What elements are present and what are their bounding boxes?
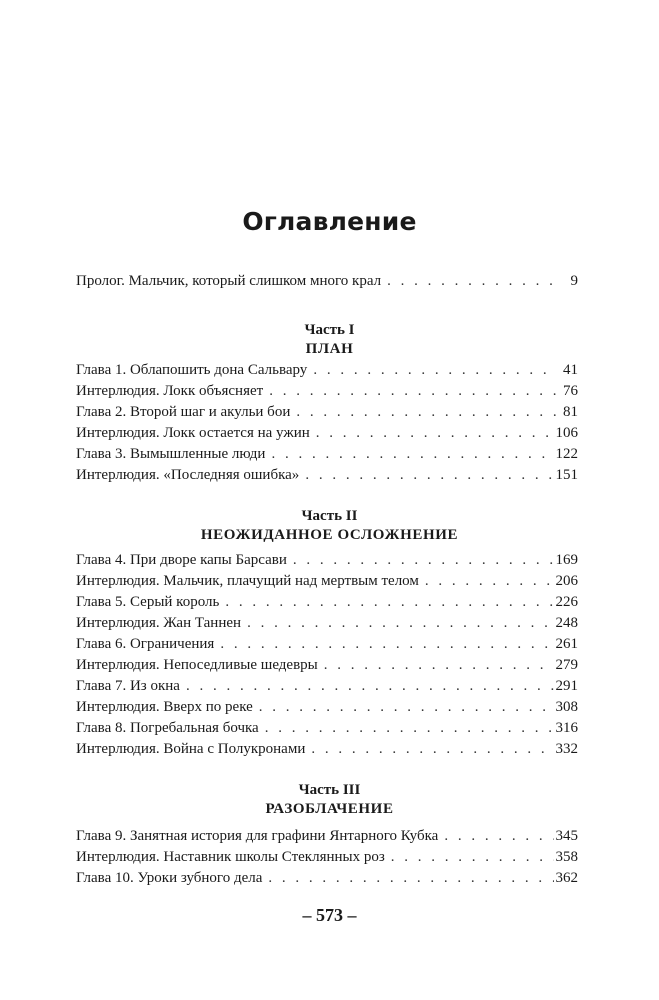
toc-leader-dots — [316, 423, 554, 443]
toc-leader-dots — [391, 847, 554, 867]
toc-entry-label: Интерлюдия. Локк остается на ужин — [76, 425, 310, 441]
toc-entry-page: 76 — [563, 383, 578, 399]
toc-entry-page: 345 — [555, 828, 578, 844]
part-title: НЕОЖИДАННОЕ ОСЛОЖНЕНИЕ — [200, 527, 459, 543]
toc-entry-page: 291 — [555, 678, 578, 694]
toc-entry-label: Интерлюдия. Война с Полукронами — [76, 741, 306, 757]
toc-entry-page: 122 — [555, 446, 578, 462]
toc-entry-page: 358 — [555, 849, 578, 865]
part-label: Часть II — [301, 508, 358, 524]
toc-entry-page: 106 — [555, 425, 578, 441]
toc-leader-dots — [271, 444, 553, 464]
toc-entry-label: Глава 6. Ограничения — [76, 636, 215, 652]
toc-entry-page: 316 — [555, 720, 578, 736]
toc-entry-page: 81 — [563, 404, 578, 420]
toc-entry-label: Глава 9. Занятная история для графини Янтарного Кубка — [76, 828, 439, 844]
toc-entry-label: Интерлюдия. Наставник школы Стеклянных роз — [76, 849, 385, 865]
toc-leader-dots — [311, 739, 553, 759]
page-number: – 573 – — [302, 905, 357, 925]
toc-entry[interactable] — [76, 465, 578, 485]
toc-entry[interactable] — [76, 571, 578, 591]
toc-entry[interactable] — [76, 613, 578, 633]
toc-leader-dots — [387, 271, 556, 291]
toc-entry-prologue[interactable] — [76, 271, 578, 291]
toc-entry-page: 332 — [555, 741, 578, 757]
toc-entry-label: Интерлюдия. Жан Таннен — [76, 615, 242, 631]
toc-entry-label: Глава 8. Погребальная бочка — [76, 720, 259, 736]
toc-entry-label: Глава 10. Уроки зубного дела — [76, 870, 263, 886]
toc-leader-dots — [324, 655, 554, 675]
toc-entry-label: Пролог. Мальчик, который слишком много крал — [76, 273, 382, 289]
toc-leader-dots — [425, 571, 554, 591]
toc-entry-label: Глава 4. При дворе капы Барсави — [76, 552, 287, 568]
toc-entry-label: Глава 5. Серый король — [76, 594, 220, 610]
toc-entry-label: Интерлюдия. Вверх по реке — [76, 699, 253, 715]
toc-leader-dots — [265, 718, 554, 738]
toc-leader-dots — [313, 360, 556, 380]
toc-entry[interactable] — [76, 868, 578, 888]
toc-entry-label: Интерлюдия. «Последняя ошибка» — [76, 467, 300, 483]
toc-entry[interactable] — [76, 402, 578, 422]
part-title: РАЗОБЛАЧЕНИЕ — [265, 801, 394, 817]
toc-entry-label: Глава 7. Из окна — [76, 678, 180, 694]
toc-entry-page: 279 — [555, 657, 578, 673]
toc-entry[interactable] — [76, 739, 578, 759]
toc-leader-dots — [186, 676, 554, 696]
toc-entry-page: 169 — [555, 552, 578, 568]
toc-entry-page: 226 — [555, 594, 578, 610]
toc-leader-dots — [305, 465, 553, 485]
toc-entry-page: 41 — [563, 362, 578, 378]
toc-entry[interactable] — [76, 697, 578, 717]
toc-entry-page: 261 — [555, 636, 578, 652]
toc-leader-dots — [220, 634, 553, 654]
toc-leader-dots — [444, 826, 553, 846]
toc-entry[interactable] — [76, 847, 578, 867]
toc-entry-page: 308 — [555, 699, 578, 715]
toc-entry-label: Глава 3. Вымышленные люди — [76, 446, 266, 462]
toc-entry[interactable] — [76, 826, 578, 846]
toc-entry-page: 248 — [555, 615, 578, 631]
toc-leader-dots — [268, 868, 553, 888]
toc-entry[interactable] — [76, 592, 578, 612]
part-label: Часть I — [304, 322, 355, 338]
toc-entry[interactable] — [76, 634, 578, 654]
toc-entry[interactable] — [76, 381, 578, 401]
part-title: ПЛАН — [305, 341, 354, 357]
toc-leader-dots — [259, 697, 554, 717]
toc-entry-label: Глава 2. Второй шаг и акульи бои — [76, 404, 291, 420]
toc-entry[interactable] — [76, 718, 578, 738]
toc-entry-page: 362 — [555, 870, 578, 886]
toc-entry[interactable] — [76, 676, 578, 696]
page-title: Оглавление — [242, 207, 417, 236]
toc-leader-dots — [296, 402, 556, 422]
part-label: Часть III — [298, 782, 361, 798]
toc-entry-label: Интерлюдия. Мальчик, плачущий над мертвым телом — [76, 573, 419, 589]
toc-leader-dots — [293, 550, 554, 570]
toc-entry[interactable] — [76, 655, 578, 675]
toc-leader-dots — [269, 381, 556, 401]
toc-entry-label: Интерлюдия. Непоседливые шедевры — [76, 657, 318, 673]
toc-entry[interactable] — [76, 550, 578, 570]
toc-leader-dots — [247, 613, 553, 633]
toc-entry[interactable] — [76, 423, 578, 443]
toc-leader-dots — [225, 592, 553, 612]
toc-entry-page: 151 — [555, 467, 578, 483]
toc-entry-label: Интерлюдия. Локк объясняет — [76, 383, 264, 399]
toc-entry[interactable] — [76, 444, 578, 464]
toc-entry-label: Глава 1. Облапошить дона Сальвару — [76, 362, 308, 378]
toc-entry-page: 206 — [555, 573, 578, 589]
toc-entry[interactable] — [76, 360, 578, 380]
toc-entry-page: 9 — [570, 273, 578, 289]
